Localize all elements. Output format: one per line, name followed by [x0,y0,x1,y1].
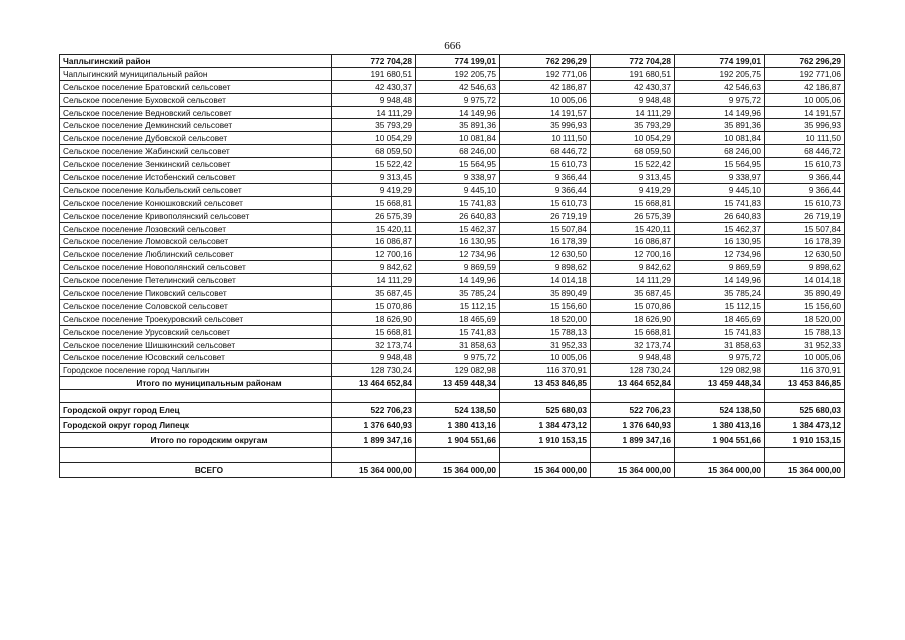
amount-cell: 15 364 000,00 [675,463,765,478]
amount-cell: 14 111,29 [591,106,675,119]
amount-cell: 9 948,48 [332,351,416,364]
amount-cell: 15 420,11 [332,222,416,235]
amount-cell: 9 366,44 [500,183,591,196]
table-row [60,418,845,433]
row-label: Итого по городским округам [60,433,332,448]
table-row [60,67,845,80]
amount-cell: 15 070,86 [332,299,416,312]
amount-cell: 14 111,29 [332,274,416,287]
amount-cell: 42 546,63 [416,80,500,93]
amount-cell: 15 112,15 [416,299,500,312]
amount-cell: 15 788,13 [765,325,845,338]
amount-cell: 68 446,72 [500,145,591,158]
amount-cell: 772 704,28 [332,55,416,68]
amount-cell: 32 173,74 [332,338,416,351]
table-row [60,377,845,390]
amount-cell: 15 070,86 [591,299,675,312]
amount-cell: 12 630,50 [765,248,845,261]
amount-cell: 10 005,06 [765,93,845,106]
amount-cell: 13 459 448,34 [675,377,765,390]
amount-cell: 192 205,75 [675,67,765,80]
amount-cell: 35 996,93 [765,119,845,132]
row-label: Чаплыгинский район [60,55,332,68]
amount-cell: 35 891,36 [416,119,500,132]
row-label: ВСЕГО [60,463,332,478]
amount-cell: 522 706,23 [332,403,416,418]
table-row [60,196,845,209]
amount-cell: 35 891,36 [675,119,765,132]
row-label: Сельское поселение Жабинский сельсовет [60,145,332,158]
amount-cell: 9 842,62 [591,261,675,274]
amount-cell: 15 112,15 [675,299,765,312]
amount-cell: 15 668,81 [332,325,416,338]
amount-cell: 14 149,96 [416,274,500,287]
amount-cell: 9 445,10 [675,183,765,196]
amount-cell [332,390,416,403]
amount-cell [591,390,675,403]
page-number: 666 [444,40,461,52]
table-row [60,235,845,248]
amount-cell: 15 364 000,00 [591,463,675,478]
amount-cell: 762 296,29 [500,55,591,68]
amount-cell: 35 890,49 [500,287,591,300]
table-row [60,106,845,119]
row-label: Сельское поселение Буховской сельсовет [60,93,332,106]
amount-cell: 35 890,49 [765,287,845,300]
row-label: Чаплыгинский муниципальный район [60,67,332,80]
amount-cell: 9 975,72 [675,351,765,364]
amount-cell: 35 785,24 [416,287,500,300]
table-row [60,325,845,338]
amount-cell: 10 081,84 [675,132,765,145]
amount-cell: 14 149,96 [675,106,765,119]
amount-cell: 15 668,81 [332,196,416,209]
amount-cell: 1 910 153,15 [500,433,591,448]
amount-cell: 15 522,42 [332,158,416,171]
row-label: Сельское поселение Ломовской сельсовет [60,235,332,248]
amount-cell: 1 904 551,66 [416,433,500,448]
table-row [60,433,845,448]
table-row [60,261,845,274]
amount-cell: 35 793,29 [332,119,416,132]
amount-cell: 31 952,33 [765,338,845,351]
amount-cell: 15 156,60 [765,299,845,312]
amount-cell: 35 996,93 [500,119,591,132]
amount-cell: 9 975,72 [416,93,500,106]
amount-cell: 192 205,75 [416,67,500,80]
row-label: Городской округ город Елец [60,403,332,418]
amount-cell: 15 610,73 [500,196,591,209]
amount-cell: 524 138,50 [416,403,500,418]
amount-cell: 14 149,96 [675,274,765,287]
table-row [60,403,845,418]
amount-cell [500,448,591,463]
amount-cell: 16 130,95 [675,235,765,248]
amount-cell: 1 376 640,93 [591,418,675,433]
amount-cell: 32 173,74 [591,338,675,351]
amount-cell: 15 741,83 [416,196,500,209]
amount-cell: 129 082,98 [675,364,765,377]
row-label: Сельское поселение Дубовской сельсовет [60,132,332,145]
amount-cell: 16 086,87 [591,235,675,248]
row-label: Сельское поселение Юсовский сельсовет [60,351,332,364]
amount-cell: 15 364 000,00 [416,463,500,478]
amount-cell: 10 111,50 [765,132,845,145]
row-label: Сельское поселение Зенкинский сельсовет [60,158,332,171]
amount-cell: 774 199,01 [675,55,765,68]
amount-cell: 10 054,29 [332,132,416,145]
amount-cell: 9 366,44 [765,183,845,196]
amount-cell: 13 453 846,85 [765,377,845,390]
table-row [60,132,845,145]
row-label: Сельское поселение Колыбельский сельсовет [60,183,332,196]
table-row [60,171,845,184]
table-row [60,145,845,158]
amount-cell: 1 899 347,16 [591,433,675,448]
amount-cell [591,448,675,463]
amount-cell: 128 730,24 [591,364,675,377]
amount-cell: 14 014,18 [765,274,845,287]
amount-cell: 1 384 473,12 [765,418,845,433]
amount-cell: 16 086,87 [332,235,416,248]
amount-cell: 15 668,81 [591,196,675,209]
amount-cell: 10 005,06 [500,93,591,106]
amount-cell: 116 370,91 [765,364,845,377]
amount-cell: 35 687,45 [332,287,416,300]
amount-cell: 12 630,50 [500,248,591,261]
amount-cell: 18 520,00 [500,312,591,325]
amount-cell [416,448,500,463]
amount-cell: 9 445,10 [416,183,500,196]
amount-cell: 10 005,06 [500,351,591,364]
amount-cell: 525 680,03 [765,403,845,418]
amount-cell [765,390,845,403]
amount-cell: 15 462,37 [416,222,500,235]
amount-cell: 9 975,72 [416,351,500,364]
amount-cell: 14 149,96 [416,106,500,119]
amount-cell: 762 296,29 [765,55,845,68]
amount-cell: 26 719,19 [500,209,591,222]
amount-cell: 9 869,59 [675,261,765,274]
amount-cell: 13 464 652,84 [591,377,675,390]
amount-cell: 15 156,60 [500,299,591,312]
table-row [60,351,845,364]
amount-cell: 191 680,51 [591,67,675,80]
amount-cell: 192 771,06 [500,67,591,80]
amount-cell: 42 546,63 [675,80,765,93]
table-row [60,209,845,222]
table-row [60,448,845,463]
amount-cell: 68 059,50 [332,145,416,158]
amount-cell: 129 082,98 [416,364,500,377]
amount-cell: 524 138,50 [675,403,765,418]
amount-cell: 128 730,24 [332,364,416,377]
table-body [60,55,845,478]
row-label: Итого по муниципальным районам [60,377,332,390]
amount-cell: 9 898,62 [500,261,591,274]
amount-cell: 68 246,00 [675,145,765,158]
amount-cell: 1 899 347,16 [332,433,416,448]
amount-cell: 9 338,97 [675,171,765,184]
amount-cell: 116 370,91 [500,364,591,377]
amount-cell: 9 948,48 [591,351,675,364]
amount-cell: 26 640,83 [416,209,500,222]
amount-cell: 68 059,50 [591,145,675,158]
amount-cell: 525 680,03 [500,403,591,418]
row-label: Сельское поселение Соловской сельсовет [60,299,332,312]
row-label: Городское поселение город Чаплыгин [60,364,332,377]
amount-cell: 9 419,29 [591,183,675,196]
amount-cell: 522 706,23 [591,403,675,418]
amount-cell: 31 858,63 [675,338,765,351]
amount-cell: 26 719,19 [765,209,845,222]
amount-cell: 35 793,29 [591,119,675,132]
amount-cell: 14 191,57 [765,106,845,119]
amount-cell: 12 734,96 [675,248,765,261]
amount-cell: 42 430,37 [332,80,416,93]
amount-cell: 12 700,16 [332,248,416,261]
amount-cell [765,448,845,463]
row-label: Сельское поселение Кривополянский сельсовет [60,209,332,222]
table-row [60,55,845,68]
table-row [60,119,845,132]
amount-cell: 42 186,87 [765,80,845,93]
amount-cell: 18 626,90 [332,312,416,325]
table-row [60,222,845,235]
amount-cell: 9 898,62 [765,261,845,274]
amount-cell: 15 610,73 [765,196,845,209]
amount-cell: 42 186,87 [500,80,591,93]
amount-cell [675,390,765,403]
row-label: Сельское поселение Урусовский сельсовет [60,325,332,338]
amount-cell: 10 005,06 [765,351,845,364]
row-label: Сельское поселение Истобенский сельсовет [60,171,332,184]
amount-cell: 1 376 640,93 [332,418,416,433]
row-label: Сельское поселение Лозовский сельсовет [60,222,332,235]
row-label [60,448,332,463]
amount-cell: 68 446,72 [765,145,845,158]
row-label: Сельское поселение Шишкинский сельсовет [60,338,332,351]
amount-cell: 1 910 153,15 [765,433,845,448]
amount-cell: 9 419,29 [332,183,416,196]
amount-cell: 35 687,45 [591,287,675,300]
amount-cell: 15 522,42 [591,158,675,171]
table-row [60,390,845,403]
amount-cell: 15 788,13 [500,325,591,338]
row-label: Сельское поселение Петелинский сельсовет [60,274,332,287]
amount-cell: 1 380 413,16 [416,418,500,433]
amount-cell: 191 680,51 [332,67,416,80]
amount-cell: 15 668,81 [591,325,675,338]
amount-cell: 14 014,18 [500,274,591,287]
amount-cell: 15 610,73 [765,158,845,171]
amount-cell: 774 199,01 [416,55,500,68]
row-label: Сельское поселение Люблинский сельсовет [60,248,332,261]
amount-cell: 35 785,24 [675,287,765,300]
amount-cell: 13 464 652,84 [332,377,416,390]
amount-cell: 15 741,83 [416,325,500,338]
row-label: Сельское поселение Братовский сельсовет [60,80,332,93]
table-row [60,80,845,93]
amount-cell: 15 741,83 [675,325,765,338]
amount-cell: 9 948,48 [591,93,675,106]
amount-cell: 15 564,95 [675,158,765,171]
table-row [60,93,845,106]
amount-cell: 15 462,37 [675,222,765,235]
amount-cell [332,448,416,463]
amount-cell: 9 869,59 [416,261,500,274]
amount-cell: 16 178,39 [765,235,845,248]
amount-cell: 26 575,39 [332,209,416,222]
table-row [60,158,845,171]
amount-cell: 10 081,84 [416,132,500,145]
amount-cell: 14 191,57 [500,106,591,119]
amount-cell: 1 384 473,12 [500,418,591,433]
row-label: Сельское поселение Пиковский сельсовет [60,287,332,300]
amount-cell: 16 130,95 [416,235,500,248]
amount-cell: 9 313,45 [591,171,675,184]
amount-cell: 18 465,69 [416,312,500,325]
row-label [60,390,332,403]
amount-cell: 12 734,96 [416,248,500,261]
amount-cell: 14 111,29 [591,274,675,287]
row-label: Сельское поселение Конюшковский сельсовет [60,196,332,209]
amount-cell: 12 700,16 [591,248,675,261]
amount-cell: 13 459 448,34 [416,377,500,390]
amount-cell: 15 610,73 [500,158,591,171]
table-row [60,183,845,196]
amount-cell: 9 338,97 [416,171,500,184]
amount-cell: 68 246,00 [416,145,500,158]
table-row [60,312,845,325]
table-row [60,299,845,312]
amount-cell: 15 507,84 [765,222,845,235]
amount-cell: 18 626,90 [591,312,675,325]
row-label: Сельское поселение Ведновский сельсовет [60,106,332,119]
amount-cell: 15 741,83 [675,196,765,209]
amount-cell: 31 952,33 [500,338,591,351]
amount-cell: 14 111,29 [332,106,416,119]
amount-cell: 1 904 551,66 [675,433,765,448]
amount-cell: 16 178,39 [500,235,591,248]
amount-cell [500,390,591,403]
amount-cell: 13 453 846,85 [500,377,591,390]
table-row [60,287,845,300]
amount-cell: 9 975,72 [675,93,765,106]
amount-cell: 9 842,62 [332,261,416,274]
amount-cell [675,448,765,463]
amount-cell: 15 564,95 [416,158,500,171]
table-row [60,274,845,287]
amount-cell: 15 364 000,00 [765,463,845,478]
row-label: Сельское поселение Демкинский сельсовет [60,119,332,132]
amount-cell: 15 364 000,00 [500,463,591,478]
amount-cell: 31 858,63 [416,338,500,351]
amount-cell: 9 948,48 [332,93,416,106]
amount-cell: 18 465,69 [675,312,765,325]
amount-cell: 772 704,28 [591,55,675,68]
amount-cell: 15 420,11 [591,222,675,235]
amount-cell: 9 313,45 [332,171,416,184]
amount-cell: 15 364 000,00 [332,463,416,478]
row-label: Сельское поселение Новополянский сельсовет [60,261,332,274]
amount-cell: 1 380 413,16 [675,418,765,433]
table-row [60,248,845,261]
table-row [60,364,845,377]
amount-cell: 9 366,44 [500,171,591,184]
amount-cell: 9 366,44 [765,171,845,184]
amount-cell: 10 111,50 [500,132,591,145]
budget-table [59,54,845,478]
amount-cell: 15 507,84 [500,222,591,235]
amount-cell: 26 575,39 [591,209,675,222]
amount-cell: 18 520,00 [765,312,845,325]
row-label: Сельское поселение Троекуровский сельсовет [60,312,332,325]
amount-cell: 26 640,83 [675,209,765,222]
amount-cell: 42 430,37 [591,80,675,93]
amount-cell: 192 771,06 [765,67,845,80]
table-row [60,338,845,351]
table-row [60,463,845,478]
amount-cell: 10 054,29 [591,132,675,145]
amount-cell [416,390,500,403]
row-label: Городской округ город Липецк [60,418,332,433]
